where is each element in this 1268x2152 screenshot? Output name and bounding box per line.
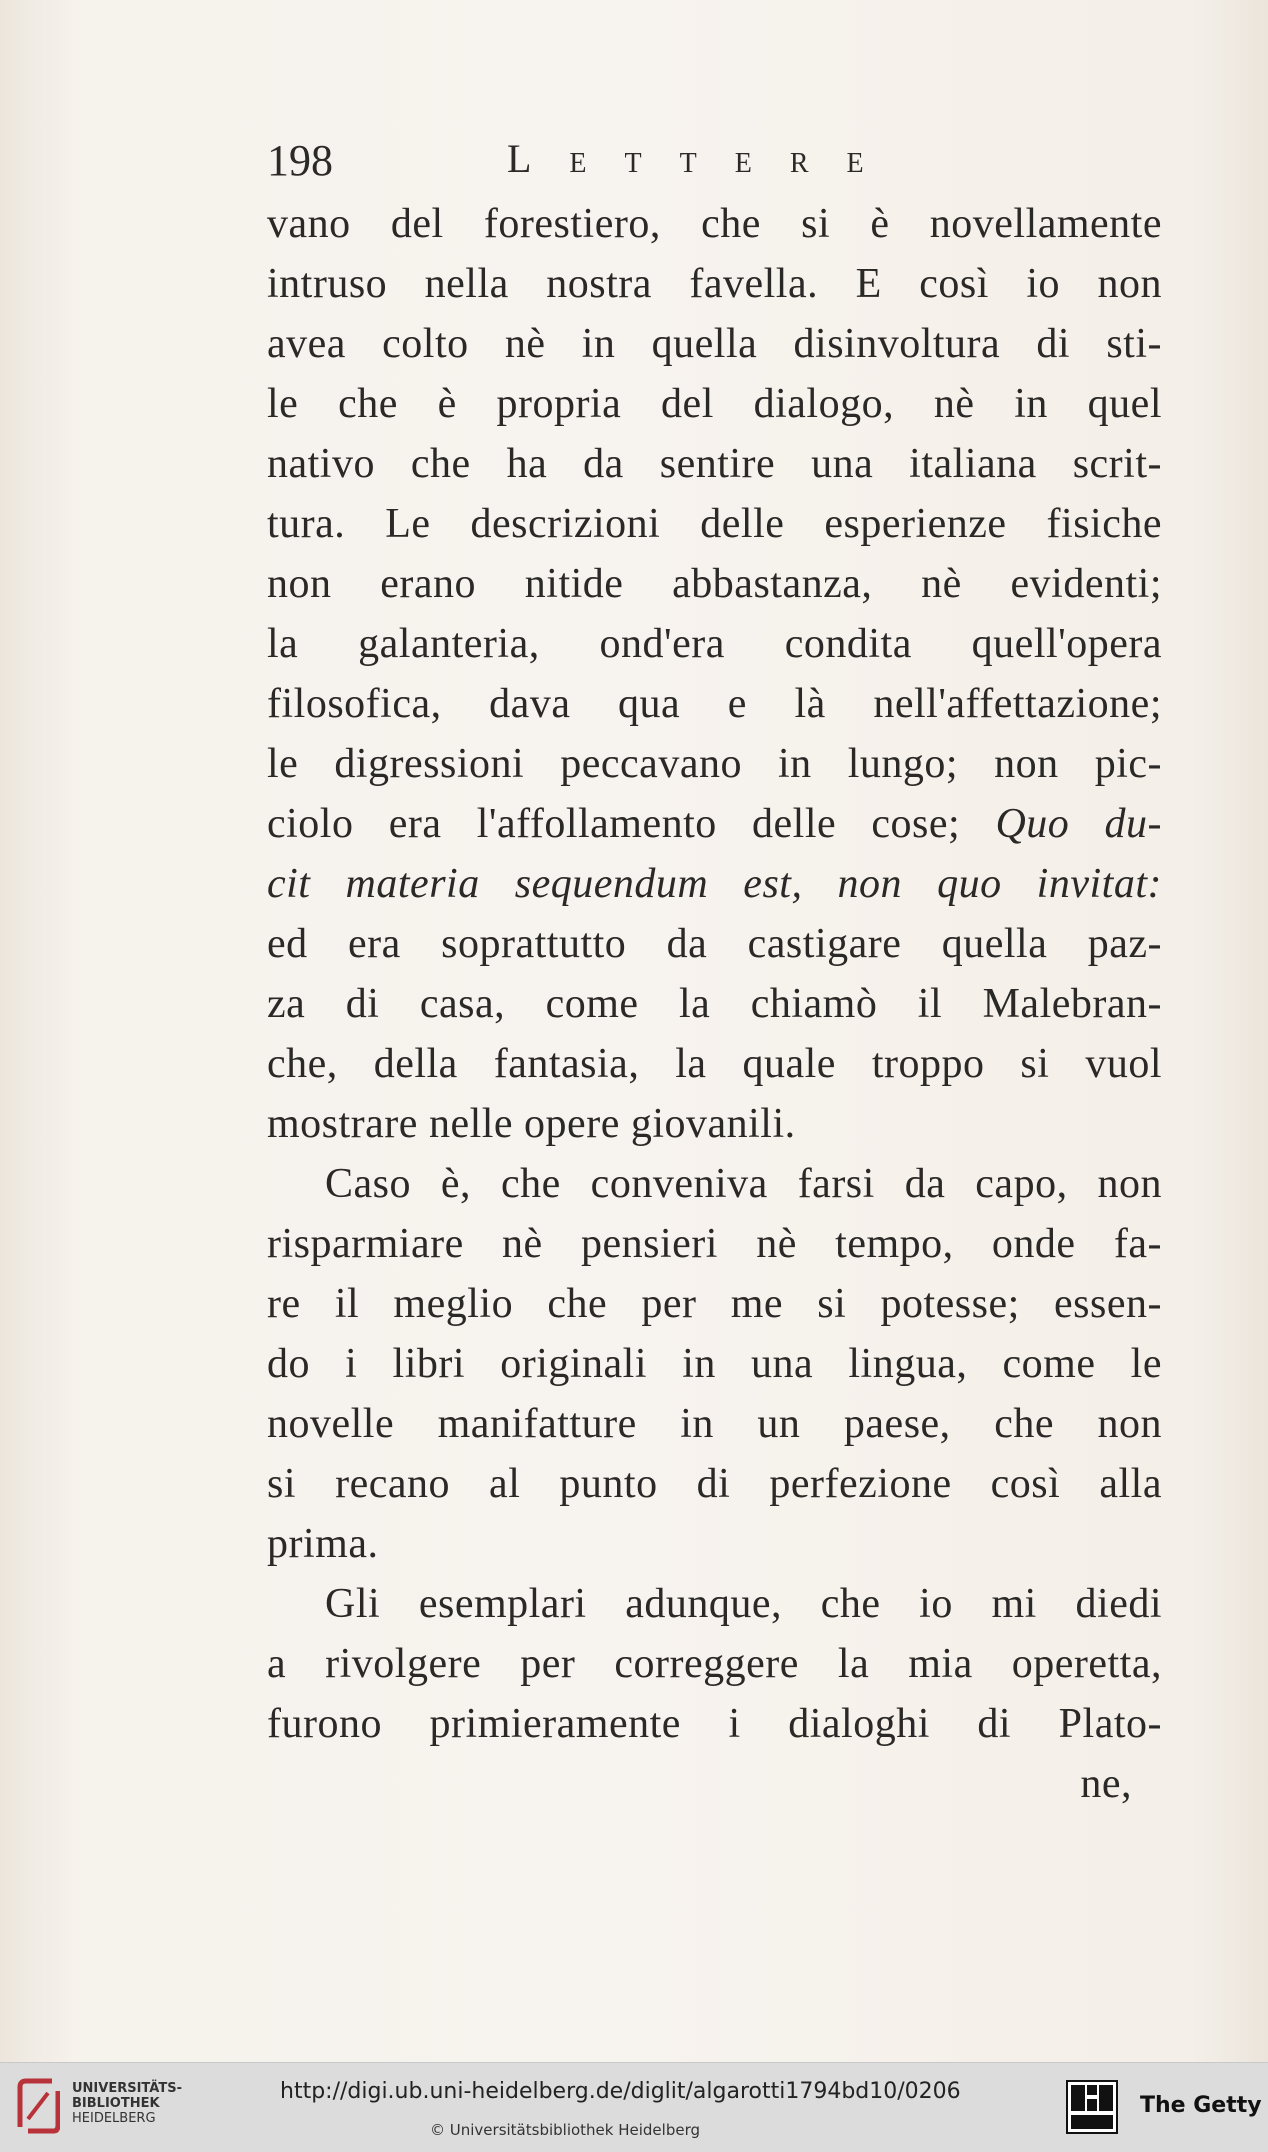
text-line: le digressioni peccavano in lungo; non pic- xyxy=(267,741,1162,787)
text-line: ed era soprattutto da castigare quella paz- xyxy=(267,921,1162,967)
text-line: re il meglio che per me si potesse; essen- xyxy=(267,1281,1162,1327)
text-line: novelle manifatture in un paese, che non xyxy=(267,1401,1162,1447)
text-line: vano del forestiero, che si è novellamente xyxy=(267,201,1162,247)
text-line: le che è propria del dialogo, nè in quel xyxy=(267,381,1162,427)
text-line: si recano al punto di perfezione così alla xyxy=(267,1461,1162,1507)
copyright-notice: © Universitätsbibliothek Heidelberg xyxy=(430,2121,701,2139)
text-line: non erano nitide abbastanza, nè evidenti; xyxy=(267,561,1162,607)
permalink-url[interactable]: http://digi.ub.uni-heidelberg.de/diglit/algarotti1794bd10/0206 xyxy=(280,2079,961,2104)
text-line: mostrare nelle opere giovanili. xyxy=(267,1101,796,1147)
text-line: nativo che ha da sentire una italiana scrit- xyxy=(267,441,1162,487)
institution-name: UNIVERSITÄTS- BIBLIOTHEK HEIDELBERG xyxy=(72,2081,182,2126)
text-line: che, della fantasia, la quale troppo si vuol xyxy=(267,1041,1162,1087)
text-line: furono primieramente i dialoghi di Plato- xyxy=(267,1701,1162,1747)
text-line: a rivolgere per correggere la mia operetta, xyxy=(267,1641,1162,1687)
running-head xyxy=(267,135,1167,195)
text-line: filosofica, dava qua e là nell'affettazione; xyxy=(267,681,1162,727)
text-line: avea colto nè in quella disinvoltura di sti- xyxy=(267,321,1162,367)
text-line: intruso nella nostra favella. E così io non xyxy=(267,261,1162,307)
partner-name: The Getty xyxy=(1140,2093,1262,2118)
text-line: za di casa, come la chiamò il Malebran- xyxy=(267,981,1162,1027)
paragraph-start: Caso è, che conveniva farsi da capo, non xyxy=(325,1161,1162,1207)
body-text xyxy=(267,194,1162,1814)
text-line: prima. xyxy=(267,1521,379,1567)
text-line: tura. Le descrizioni delle esperienze fisiche xyxy=(267,501,1162,547)
getty-logo-icon xyxy=(1065,2079,1119,2135)
running-title: Lettere xyxy=(507,136,902,181)
paragraph-start: Gli esemplari adunque, che io mi diedi xyxy=(325,1581,1162,1627)
viewer-footer xyxy=(0,2062,1268,2152)
catchword: ne, xyxy=(1080,1761,1132,1807)
text-line: risparmiare nè pensieri nè tempo, onde fa- xyxy=(267,1221,1162,1267)
university-library-logo-icon xyxy=(14,2077,60,2135)
text-italic: Quo du- xyxy=(995,801,1162,847)
text-line: do i libri originali in una lingua, come le xyxy=(267,1341,1162,1387)
text-line-mixed xyxy=(267,794,1162,854)
text-line-italic: cit materia sequendum est, non quo invitat: xyxy=(267,861,1162,907)
text-line-roman: ciolo era l'affollamento delle cose; xyxy=(267,801,961,847)
text-line: la galanteria, ond'era condita quell'opera xyxy=(267,621,1162,667)
page-number: 198 xyxy=(267,136,333,185)
